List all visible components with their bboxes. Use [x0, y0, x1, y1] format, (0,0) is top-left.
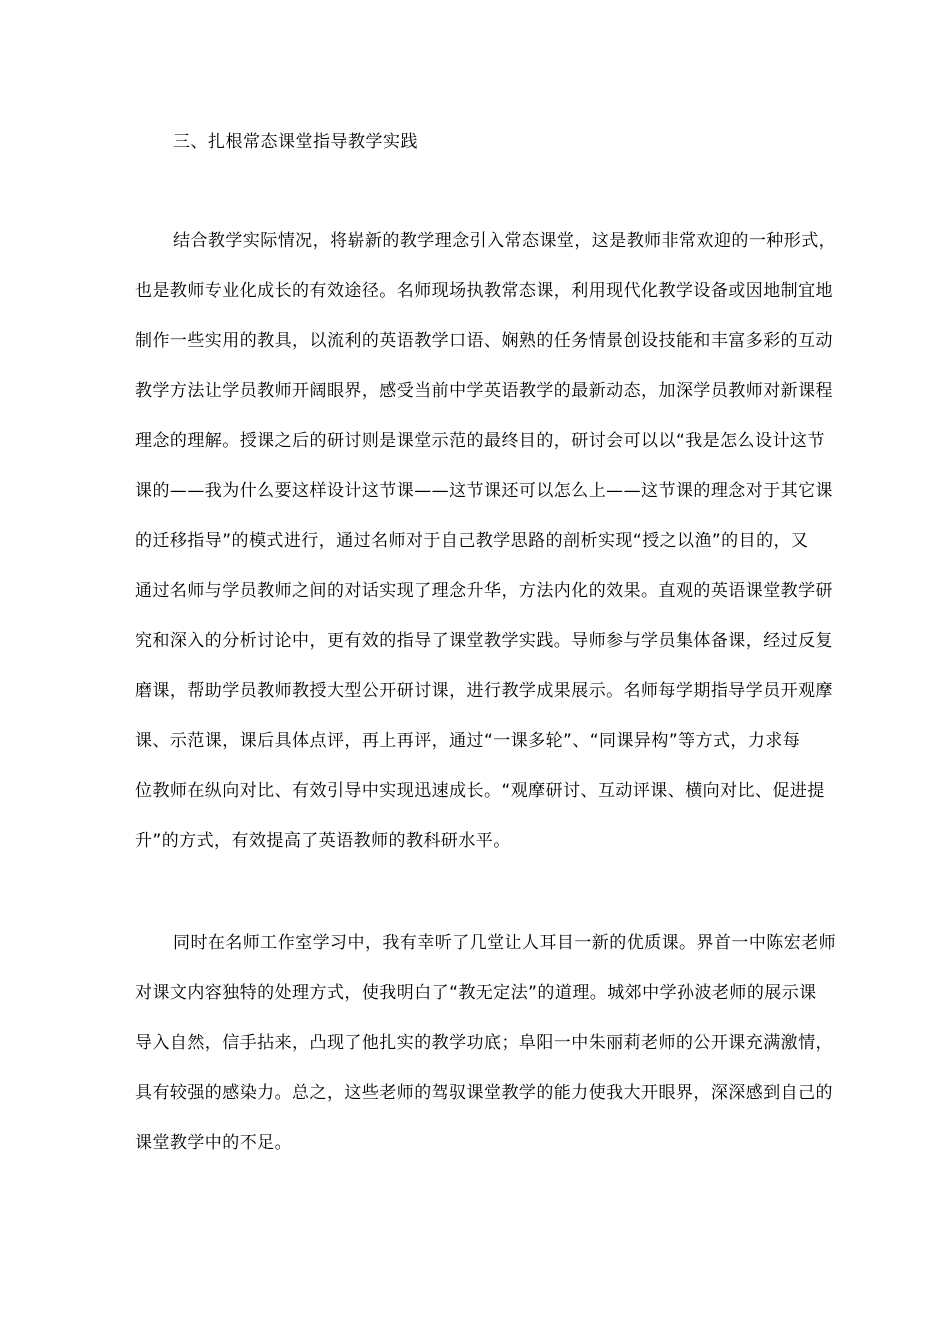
paragraph-line: 课、示范课，课后具体点评，再上再评，通过“一课多轮”、“同课异构”等方式，力求每 [135, 731, 801, 751]
paragraph-line: 磨课，帮助学员教师教授大型公开研讨课，进行教学成果展示。名师每学期指导学员开观摩 [135, 681, 833, 701]
paragraph-line: 具有较强的感染力。总之，这些老师的驾驭课堂教学的能力使我大开眼界，深深感到自己的 [135, 1083, 833, 1103]
paragraph-line: 位教师在纵向对比、有效引导中实现迅速成长。“观摩研讨、互动评课、横向对比、促进提 [135, 781, 825, 801]
paragraph-line: 的迁移指导”的模式进行，通过名师对于自己教学思路的剖析实现“授之以渔”的目的，又 [135, 531, 809, 551]
paragraph-line: 课的——我为什么要这样设计这节课——这节课还可以怎么上——这节课的理念对于其它课 [135, 481, 833, 501]
paragraph-line: 制作一些实用的教具，以流利的英语教学口语、娴熟的任务情景创设技能和丰富多彩的互动 [135, 331, 833, 351]
paragraph-line: 究和深入的分析讨论中，更有效的指导了课堂教学实践。导师参与学员集体备课，经过反复 [135, 631, 833, 651]
paragraph-line: 导入自然，信手拈来，凸现了他扎实的教学功底；阜阳一中朱丽莉老师的公开课充满激情， [135, 1033, 833, 1053]
paragraph-line: 升”的方式，有效提高了英语教师的教科研水平。 [135, 831, 511, 851]
paragraph-line: 通过名师与学员教师之间的对话实现了理念升华，方法内化的效果。直观的英语课堂教学研 [135, 581, 833, 601]
paragraph-line: 也是教师专业化成长的有效途径。名师现场执教常态课，利用现代化教学设备或因地制宜地 [135, 281, 833, 301]
section-heading: 三、扎根常态课堂指导教学实践 [173, 132, 418, 152]
paragraph-line: 教学方法让学员教师开阔眼界，感受当前中学英语教学的最新动态，加深学员教师对新课程 [135, 381, 833, 401]
paragraph-line: 课堂教学中的不足。 [135, 1133, 293, 1153]
paragraph-line: 理念的理解。授课之后的研讨则是课堂示范的最终目的，研讨会可以以“我是怎么设计这节 [135, 431, 825, 451]
paragraph-line: 同时在名师工作室学习中，我有幸听了几堂让人耳目一新的优质课。界首一中陈宏老师 [173, 933, 837, 953]
paragraph-line: 对课文内容独特的处理方式，使我明白了“教无定法”的道理。城郊中学孙波老师的展示课 [135, 983, 817, 1003]
paragraph-line: 结合教学实际情况，将崭新的教学理念引入常态课堂，这是教师非常欢迎的一种形式， [173, 231, 837, 251]
